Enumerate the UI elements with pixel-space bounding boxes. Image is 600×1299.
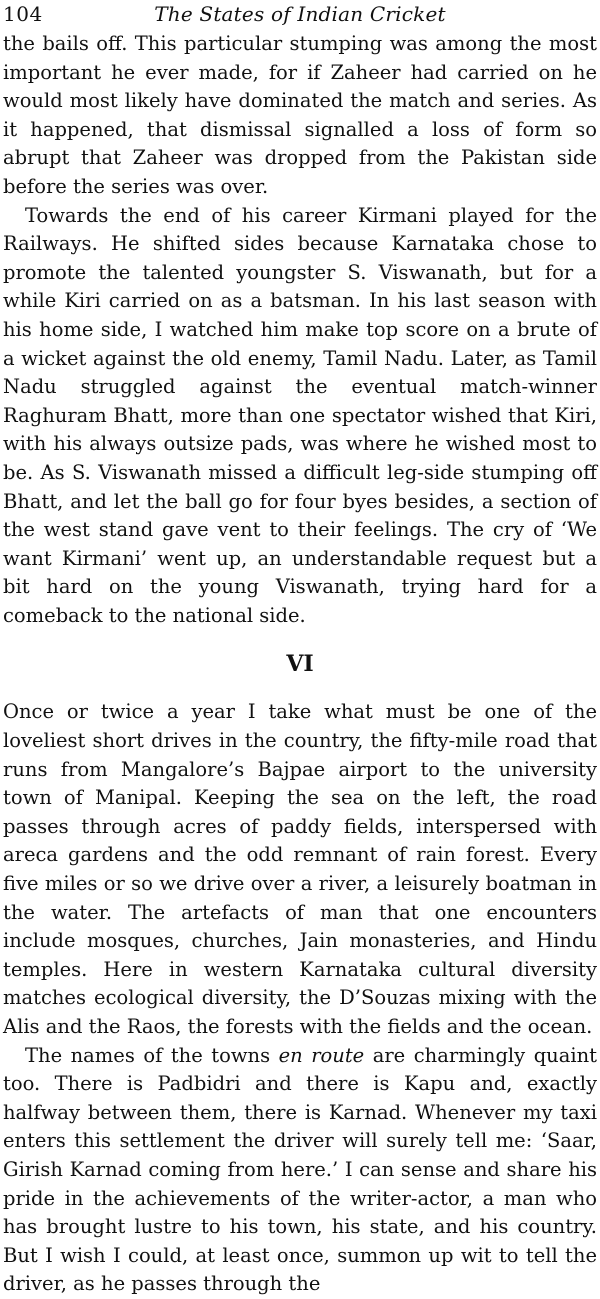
paragraph-town-names — [3, 1042, 597, 1299]
page-header — [3, 0, 597, 32]
body-text — [3, 30, 597, 1299]
paragraph-continuation: the bails off. This particular stumping was among the most important he ever made, for if Zaheer had carried on he would most likely have dominated the match and series. As it happened, that dismissal signalled a loss of form so abrupt that Zaheer was dropped from the Pakistan side before the series was over. — [3, 32, 597, 198]
paragraph-town-names-start: The names of the towns — [25, 1043, 279, 1067]
paragraph-town-names-rest: are charmingly quaint too. There is Padbidri and there is Kapu and, exactly halfway between them, there is Karnad. Whenever my taxi enters this settlement the driver will surely tell me: ‘Saar, Girish Karnad coming from here.’ I can sense and share his pride in the achievements of the writer-actor, a man who has brought lustre to his town, his state, and his country. But I wish I could, at least once, summon up wit to tell the driver, as he passes through the — [3, 1043, 597, 1296]
page-number: 104 — [3, 2, 43, 26]
paragraph-coastal-drive: Once or twice a year I take what must be one of the loveliest short drives in the country, the fifty-mile road that runs from Mangalore’s Bajpae airport to the university town of Manipal. Keeping the sea on the left, the road passes through acres of paddy fields, interspersed with areca gardens and the odd remnant of rain forest. Every five miles or so we drive over a river, a leisurely boatman in the water. The artefacts of man that one encounters include mosques, churches, Jain monasteries, and Hindu temples. Here in western Karnataka cultural diversity matches ecological diversity, the D’Souzas mixing with the Alis and the Raos, the forests with the fields and the ocean. — [3, 700, 597, 1038]
paragraph-kirmani-railways: Towards the end of his career Kirmani played for the Railways. He shifted sides because Karnataka chose to promote the talented youngster S. Viswanath, but for a while Kiri carried on as a batsman. In his last season with his home side, I watched him make top score on a brute of a wicket against the old enemy, Tamil Nadu. Later, as Tamil Nadu struggled against the eventual match-winner Raghuram Bhatt, more than one spectator wished that Kiri, with his always outsize pads, was where he wished most to be. As S. Viswanath missed a difficult leg-side stumping off Bhatt, and let the ball go for four byes besides, a section of the west stand gave vent to their feelings. The cry of ‘We want Kirmani’ went up, an understandable request but a bit hard on the young Viswanath, trying hard for a comeback to the national side. — [3, 203, 597, 627]
italic-phrase: en route — [278, 1043, 365, 1067]
running-title: The States of Indian Cricket — [154, 2, 446, 26]
section-heading: VI — [286, 651, 314, 678]
